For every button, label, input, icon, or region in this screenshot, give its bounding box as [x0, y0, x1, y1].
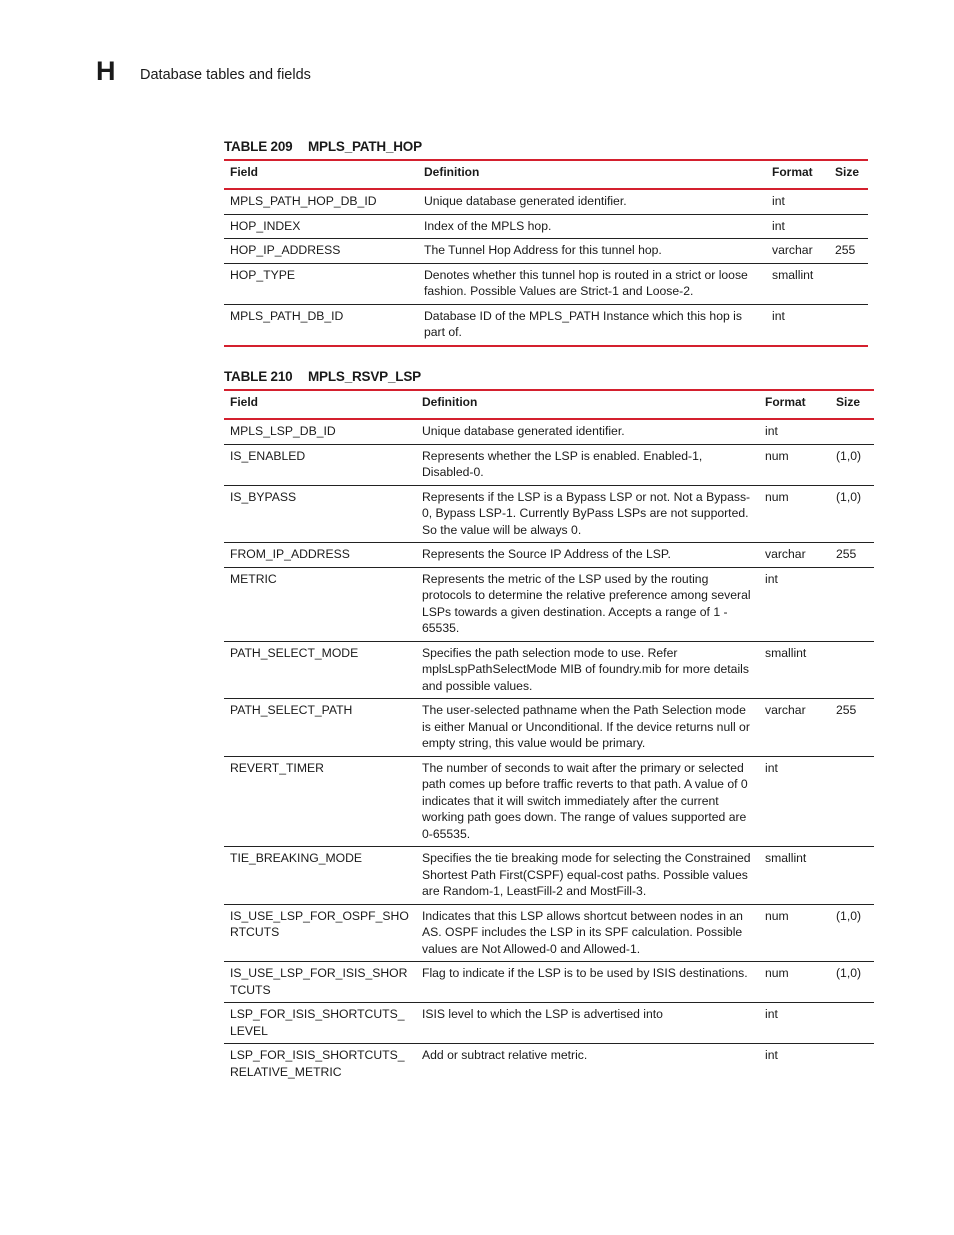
- table-row: [224, 214, 868, 239]
- cell-field: MPLS_PATH_DB_ID: [224, 304, 418, 346]
- cell-format: varchar: [766, 239, 829, 264]
- cell-definition: Indicates that this LSP allows shortcut between nodes in an AS. OSPF includes the LSP in its SPF calculation. Possible values are Not Allowed-0 and Allowed-1.: [416, 904, 759, 962]
- table-number: TABLE 209: [224, 139, 293, 154]
- cell-size: (1,0): [830, 444, 874, 485]
- cell-size: [829, 304, 868, 346]
- table-209-block: [224, 139, 868, 347]
- table-row: [224, 904, 874, 962]
- table-row: [224, 239, 868, 264]
- cell-field: IS_USE_LSP_FOR_OSPF_SHORTCUTS: [224, 904, 416, 962]
- table-caption: [224, 139, 868, 159]
- table-row: [224, 263, 868, 304]
- cell-field: PATH_SELECT_MODE: [224, 641, 416, 699]
- cell-format: num: [759, 962, 830, 1003]
- column-header-definition: Definition: [422, 395, 478, 409]
- cell-size: [830, 1003, 874, 1044]
- page-header-title: Database tables and fields: [140, 67, 311, 83]
- table-row: [224, 641, 874, 699]
- cell-format: smallint: [766, 263, 829, 304]
- cell-format: smallint: [759, 641, 830, 699]
- column-header-size: Size: [835, 165, 860, 179]
- cell-format: num: [759, 485, 830, 543]
- cell-format: int: [759, 756, 830, 847]
- cell-format: int: [766, 214, 829, 239]
- cell-format: int: [759, 1044, 830, 1085]
- cell-definition: Index of the MPLS hop.: [418, 214, 766, 239]
- cell-field: IS_ENABLED: [224, 444, 416, 485]
- cell-definition: Database ID of the MPLS_PATH Instance which this hop is part of.: [418, 304, 766, 346]
- column-header-definition: Definition: [424, 165, 480, 179]
- table-header-row: [224, 160, 868, 189]
- cell-field: FROM_IP_ADDRESS: [224, 543, 416, 568]
- table-name: MPLS_PATH_HOP: [308, 139, 422, 154]
- cell-size: [830, 847, 874, 905]
- cell-format: num: [759, 444, 830, 485]
- cell-field: HOP_IP_ADDRESS: [224, 239, 418, 264]
- cell-size: 255: [829, 239, 868, 264]
- table-row: [224, 699, 874, 757]
- cell-format: num: [759, 904, 830, 962]
- cell-format: int: [759, 1003, 830, 1044]
- cell-size: (1,0): [830, 904, 874, 962]
- cell-size: [829, 189, 868, 214]
- cell-size: [829, 214, 868, 239]
- column-header-field: Field: [230, 395, 259, 409]
- cell-size: (1,0): [830, 485, 874, 543]
- cell-field: IS_USE_LSP_FOR_ISIS_SHORTCUTS: [224, 962, 416, 1003]
- table-row: [224, 567, 874, 641]
- cell-definition: Represents the Source IP Address of the LSP.: [416, 543, 759, 568]
- table-210-block: [224, 369, 874, 1084]
- cell-definition: Represents if the LSP is a Bypass LSP or not. Not a Bypass-0, Bypass LSP-1. Currently ByPass LSPs are not supported. So the value will be always 0.: [416, 485, 759, 543]
- cell-size: 255: [830, 699, 874, 757]
- cell-format: smallint: [759, 847, 830, 905]
- cell-field: MPLS_PATH_HOP_DB_ID: [230, 194, 377, 208]
- cell-size: [830, 567, 874, 641]
- table-row: [224, 189, 868, 214]
- table-row: [224, 485, 874, 543]
- cell-field: MPLS_LSP_DB_ID: [230, 424, 336, 438]
- table-header-row: [224, 390, 874, 419]
- table-row: [224, 847, 874, 905]
- cell-definition: The number of seconds to wait after the primary or selected path comes up before traffic reverts to that path. A value of 0 indicates that it will switch immediately after the current working path goes down. The range of values supported are 0-65535.: [416, 756, 759, 847]
- cell-format: varchar: [759, 699, 830, 757]
- cell-field: METRIC: [224, 567, 416, 641]
- cell-format: int: [772, 194, 785, 208]
- cell-definition: Specifies the path selection mode to use. Refer mplsLspPathSelectMode MIB of foundry.mib for more details and possible values.: [416, 641, 759, 699]
- cell-field: TIE_BREAKING_MODE: [224, 847, 416, 905]
- column-header-field: Field: [230, 165, 259, 179]
- cell-definition: Represents whether the LSP is enabled. Enabled-1, Disabled-0.: [416, 444, 759, 485]
- cell-definition: The Tunnel Hop Address for this tunnel hop.: [418, 239, 766, 264]
- column-header-size: Size: [836, 395, 861, 409]
- column-header-format: Format: [772, 165, 813, 179]
- cell-format: int: [765, 424, 778, 438]
- mpls-path-hop-table: [224, 159, 868, 347]
- chapter-letter: H: [96, 56, 116, 86]
- column-header-format: Format: [765, 395, 806, 409]
- cell-size: [830, 1044, 874, 1085]
- cell-size: [829, 263, 868, 304]
- cell-definition: ISIS level to which the LSP is advertised into: [416, 1003, 759, 1044]
- table-row: [224, 962, 874, 1003]
- table-row: [224, 304, 868, 346]
- table-name: MPLS_RSVP_LSP: [308, 369, 421, 384]
- cell-format: varchar: [759, 543, 830, 568]
- table-number: TABLE 210: [224, 369, 293, 384]
- cell-definition: Unique database generated identifier.: [422, 424, 625, 438]
- cell-field: HOP_INDEX: [224, 214, 418, 239]
- table-row: [224, 419, 874, 444]
- table-row: [224, 444, 874, 485]
- cell-format: int: [766, 304, 829, 346]
- table-row: [224, 756, 874, 847]
- cell-field: IS_BYPASS: [224, 485, 416, 543]
- table-caption: [224, 369, 874, 389]
- cell-field: PATH_SELECT_PATH: [224, 699, 416, 757]
- cell-field: LSP_FOR_ISIS_SHORTCUTS_RELATIVE_METRIC: [224, 1044, 416, 1085]
- cell-size: [830, 756, 874, 847]
- cell-definition: Add or subtract relative metric.: [416, 1044, 759, 1085]
- cell-size: (1,0): [830, 962, 874, 1003]
- mpls-rsvp-lsp-table: [224, 389, 874, 1084]
- cell-definition: Flag to indicate if the LSP is to be used by ISIS destinations.: [416, 962, 759, 1003]
- cell-format: int: [759, 567, 830, 641]
- table-row: [224, 1003, 874, 1044]
- cell-size: 255: [830, 543, 874, 568]
- cell-size: [830, 641, 874, 699]
- cell-field: LSP_FOR_ISIS_SHORTCUTS_LEVEL: [224, 1003, 416, 1044]
- table-row: [224, 543, 874, 568]
- cell-definition: The user-selected pathname when the Path Selection mode is either Manual or Unconditional. If the device returns null or empty string, this value would be primary.: [416, 699, 759, 757]
- cell-definition: Specifies the tie breaking mode for selecting the Constrained Shortest Path First(CSPF) equal-cost paths. Possible values are Random-1, LeastFill-2 and MostFill-3.: [416, 847, 759, 905]
- cell-definition: Unique database generated identifier.: [424, 194, 627, 208]
- cell-definition: Represents the metric of the LSP used by the routing protocols to determine the relative preference among several LSPs towards a given destination. Accepts a range of 1 - 65535.: [416, 567, 759, 641]
- table-row: [224, 1044, 874, 1085]
- cell-field: REVERT_TIMER: [224, 756, 416, 847]
- cell-size: [830, 419, 874, 444]
- cell-definition: Denotes whether this tunnel hop is routed in a strict or loose fashion. Possible Values are Strict-1 and Loose-2.: [418, 263, 766, 304]
- cell-field: HOP_TYPE: [224, 263, 418, 304]
